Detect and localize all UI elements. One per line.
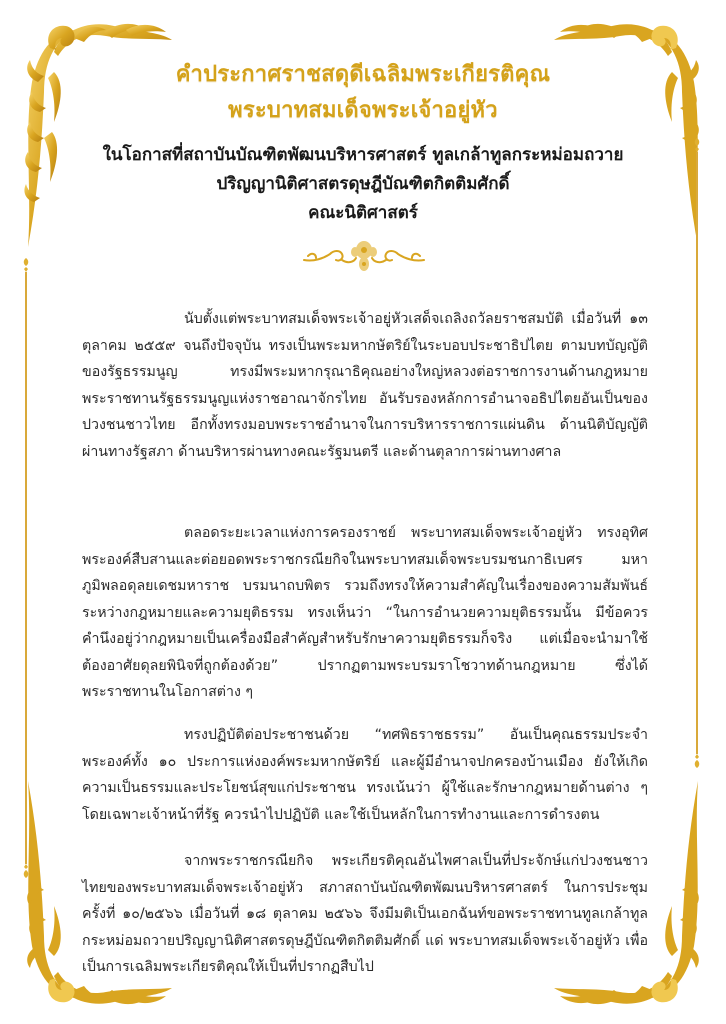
gold-vertical-rule-right — [691, 138, 703, 768]
proclamation-title-line-1: คำประกาศราชสดุดีเฉลิมพระเกียรติคุณ — [175, 62, 551, 87]
body-paragraph-2: ตลอดระยะเวลาแห่งการครองราชย์ พระบาทสมเด็จพระเจ้าอยู่หัว ทรงอุทิศพระองค์สืบสานและต่อยอดพระราชกรณียกิจในพระบาทสมเด็จพระบรมชนกาธิเบศร มหาภูมิพลอดุลยเดชมหาราช บรมนาถบพิตร รวมถึงทรงให้ความสำคัญในเรื่องของความสัมพันธ์ระหว่างกฎหมายและความยุติธรรม ทรงเห็นว่า “ในการอำนวยความยุติธรรมนั้น มีข้อควรคำนึงอยู่ว่ากฎหมายเป็นเครื่องมือสำคัญสำหรับรักษาความยุติธรรมก็จริง แต่เมื่อจะนำมาใช้ต้องอาศัยดุลยพินิจที่ถูกต้องด้วย” ปรากฏตามพระบรมราโชวาทด้านกฎหมาย ซึ่งได้พระราชทานในโอกาสต่าง ๆ — [82, 525, 648, 701]
subtitle-faculty: คณะนิติศาสตร์ — [308, 203, 418, 223]
body-paragraph-3: ทรงปฏิบัติต่อประชาชนด้วย “ทศพิธราชธรรม” อันเป็นคุณธรรมประจำพระองค์ทั้ง ๑๐ ประการแห่งองค์พระมหากษัตริย์ และผู้มีอำนาจปกครองบ้านเมือง ยังให้เกิดความเป็นธรรมและประโยชน์สุขแก่ประชาชน ทรงเน้นว่า ผู้ใช้และรักษากฎหมายด้านต่าง ๆ โดยเฉพาะเจ้าหน้าที่รัฐ ควรนำไปปฏิบัติ และใช้เป็นหลักในการทำงานและการดำรงตน — [82, 727, 648, 823]
finial-icon — [21, 258, 31, 272]
rule-bar — [696, 152, 698, 754]
subtitle-occasion: ในโอกาสที่สถาบันบัณฑิตพัฒนบริหารศาสตร์ ทูลเกล้าทูลกระหม่อมถวาย — [102, 145, 624, 165]
subtitle-degree: ปริญญานิติศาสตรดุษฎีบัณฑิตกิตติมศักดิ์ — [216, 174, 510, 194]
proclamation-title-line-2: พระบาทสมเด็จพระเจ้าอยู่หัว — [228, 98, 498, 123]
gold-vertical-rule-left — [20, 258, 32, 878]
center-floral-emblem-icon — [300, 236, 428, 276]
rule-bar — [25, 272, 27, 864]
body-paragraph-4: จากพระราชกรณียกิจ พระเกียรติคุณอันไพศาลเป็นที่ประจักษ์แก่ปวงชนชาวไทยของพระบาทสมเด็จพระเจ้าอยู่หัว สภาสถาบันบัณฑิตพัฒนบริหารศาสตร์ ในการประชุมครั้งที่ ๑๐/๒๕๖๖ เมื่อวันที่ ๑๘ ตุลาคม ๒๕๖๖ จึงมีมติเป็นเอกฉันท์ขอพระราชทานทูลเกล้าทูลกระหม่อมถวายปริญญานิติศาสตรดุษฎีบัณฑิตกิตติมศักดิ์ แด่ พระบาทสมเด็จพระเจ้าอยู่หัว เพื่อเป็นการเฉลิมพระเกียรติคุณให้เป็นที่ปรากฏสืบไป — [82, 853, 648, 976]
finial-icon — [692, 754, 702, 768]
body-paragraph-1: นับตั้งแต่พระบาทสมเด็จพระเจ้าอยู่หัวเสด็จเถลิงถวัลยราชสมบัติ เมื่อวันที่ ๑๓ ตุลาคม ๒๕๕๙ จนถึงปัจจุบัน ทรงเป็นพระมหากษัตริย์ในระบอบประชาธิปไตย ตามบทบัญญัติของรัฐธรรมนูญ ทรงมีพระมหากรุณาธิคุณอย่างใหญ่หลวงต่อราชการงานด้านกฎหมาย พระราชทานรัฐธรรมนูญแห่งราชอาณาจักรไทย อันรับรองหลักการอำนาจอธิปไตยอันเป็นของปวงชนชาวไทย อีกทั้งทรงมอบพระราชอำนาจในการบริหารราชการแผ่นดิน ด้านนิติบัญญัติผ่านทางรัฐสภา ด้านบริหารผ่านทางคณะรัฐมนตรี และด้านตุลาการผ่านทางศาล — [82, 311, 648, 460]
finial-icon — [21, 864, 31, 878]
